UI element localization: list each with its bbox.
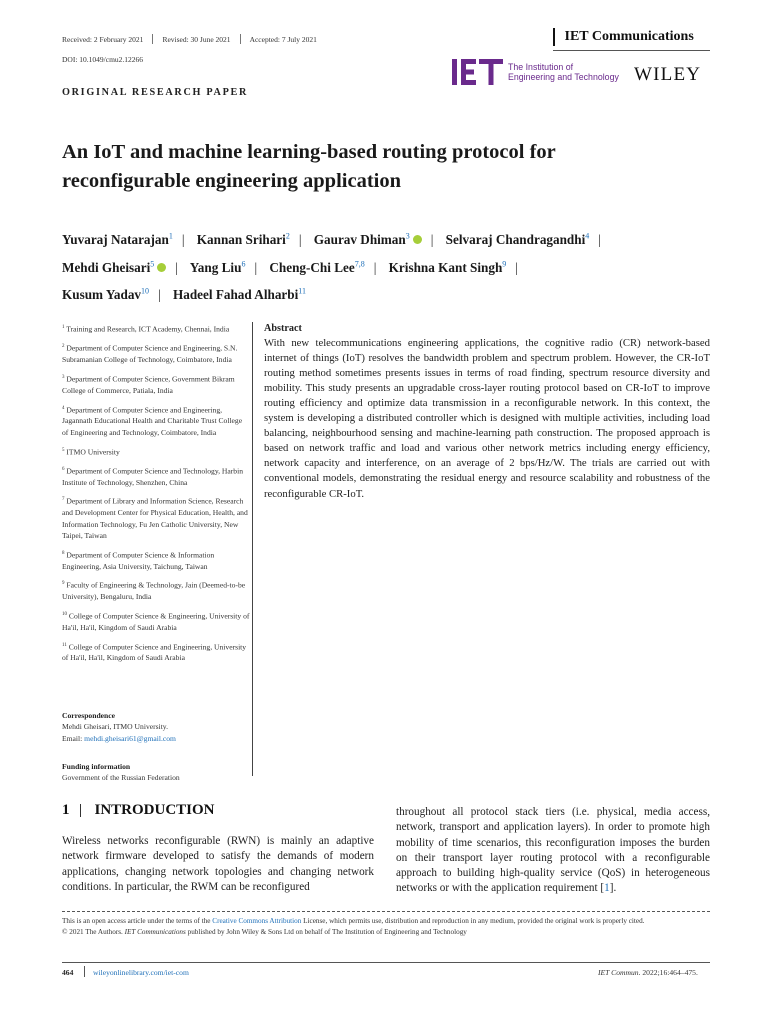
orcid-icon[interactable] (157, 263, 166, 272)
correspondence (62, 710, 250, 744)
journal-title: IET Communications (564, 29, 694, 44)
author-name[interactable]: Yang Liu$^6$ (189, 259, 246, 275)
author-name[interactable]: Kannan Srihari$^2$ (196, 232, 290, 248)
doi[interactable]: DOI: 10.1049/cmu2.12266 (62, 55, 144, 64)
author-name[interactable]: Mehdi Gheisari$^5$iD (62, 260, 166, 275)
column-divider (252, 322, 253, 776)
funding-text: Government of the Russian Federation (62, 773, 180, 783)
article-dates (62, 34, 317, 44)
license-note: This is an open access article under the terms of the Creative Commons Attribution License, which permits use, distribution and reproduction in any medium, provided the original work is properly cited. (62, 917, 645, 925)
page-number: 464 (62, 968, 74, 977)
author-name[interactable]: Yuvaraj Natarajan$^1$ (62, 232, 173, 248)
funding (62, 761, 250, 784)
orcid-icon[interactable] (413, 235, 422, 244)
iet-logo-icon (452, 58, 504, 86)
body-column-left: Wireless networks reconfigurable (RWN) is mainly an adaptive network firmware developed to satisfy the demands of modern applications, changing network topologies and changing network conditions. In particular, the RWM can be reconfigured (62, 835, 374, 893)
section-title: INTRODUCTION (94, 802, 215, 818)
affiliation: $^1$ Training and Research, ICT Academy, Chennai, India (62, 324, 230, 334)
reference-link[interactable]: 1 (604, 882, 610, 895)
affiliation: $^3$ Department of Computer Science, Government Bikram College of Commerce, Patiala, India (62, 374, 235, 395)
affiliations (62, 322, 250, 670)
wiley-logo[interactable]: WILEY (634, 64, 702, 85)
author-name[interactable]: Cheng-Chi Lee$^{7,8}$ (269, 259, 365, 275)
journal-bar (553, 28, 555, 46)
abstract-heading: Abstract (264, 323, 302, 334)
author-list: Yuvaraj Natarajan$^1$ | Kannan Srihari$^2$ | Gaurav Dhiman$^3$iD | Selvaraj Chandragandhi$^4$ | Mehdi Gheisari$^5$iD | Yang Liu$^6$ | Cheng-Chi Lee$^{7,8}$ | Krishna Kant Singh$^9$ | Kusum Yadav$^{10}$ | Hadeel Fahad Alharbi$^{11}$ (62, 225, 712, 307)
iet-line-1: The Institution of (508, 62, 574, 72)
paper-title: An IoT and machine learning-based routing protocol for reconfigurable engineering application (62, 141, 556, 192)
correspondence-email-line: Email: mehdi.gheisari61@gmail.com (62, 733, 176, 743)
body-column-right: throughout all protocol stack tiers (i.e. physical, media access, network, transport and application layers). In order to promote high mobility of time scenarios, this reconfiguration imposes the burden on their transport layer routing protocol with a reconfigurable approach to building high-quality service (QoS) in heterogeneous networks or with the application requirement [1]. (396, 806, 710, 895)
received-date: Received: 2 February 2021 (62, 34, 144, 44)
affiliation: $^4$ Department of Computer Science and Engineering, Jagannath Educational Health and Charitable Trust College of Engineering and Technology, Coimbatore, India (62, 405, 243, 437)
abstract (264, 321, 710, 502)
copyright-note: © 2021 The Authors. IET Communications published by John Wiley & Sons Ltd on behalf of The Institution of Engineering and Technology (62, 928, 467, 937)
affiliation: $^2$ Department of Computer Science and Engineering, S.N. Subramanian College of Technology, Coimbatore, India (62, 343, 238, 365)
iet-logo[interactable] (452, 58, 619, 86)
revised-date: Revised: 30 June 2021 (162, 34, 231, 44)
license-link[interactable]: Creative Commons Attribution (212, 917, 302, 925)
accepted-date: Accepted: 7 July 2021 (249, 34, 317, 44)
header-rule (553, 50, 710, 51)
date-divider (152, 34, 153, 44)
page-divider (84, 966, 85, 977)
affiliation: $^6$ Department of Computer Science and Technology, Harbin Institute of Technology, Shenzhen, China (62, 466, 244, 487)
iet-institution-name (508, 62, 619, 82)
affiliation: $^7$ Department of Library and Information Science, Research and Development Center for Physical Education, Health, and Information Technology, Fu Jen Catholic University, New Taipei, Taiwan (62, 496, 248, 540)
section-divider (80, 804, 81, 817)
section-number: 1 (62, 802, 70, 818)
citation: IET Commun. 2022;16:464–475. (598, 968, 698, 977)
author-name[interactable]: Krishna Kant Singh$^9$ (388, 259, 507, 275)
correspondence-name: Mehdi Gheisari, ITMO University. (62, 722, 169, 732)
iet-line-2: Engineering and Technology (508, 72, 619, 82)
email-link[interactable]: mehdi.gheisari61@gmail.com (84, 733, 176, 743)
author-name[interactable]: Kusum Yadav$^{10}$ (62, 286, 150, 303)
footnotes (62, 916, 712, 938)
journal-name[interactable] (553, 28, 694, 46)
author-name[interactable]: Gaurav Dhiman$^3$iD (314, 232, 422, 247)
affiliation: $^{10}$ College of Computer Science & Engineering, University of Ha'il, Ha'il, Kingdom of Saudi Arabia (62, 611, 250, 632)
affiliation: $^5$ ITMO University (62, 447, 120, 457)
abstract-text: With new telecommunications engineering applications, the cognitive radio (CR) network-based internet of things (IoT) resolves the bandwidth problem and spectrum problem. However, the CR-IoT routing method sometimes presents issues in terms of road finding, spectrum resource diversity and mobility. This study presents an upgradable cross-layer routing protocol based on CR-IoT to improve routing efficiency and optimize data transmission in a reconfigurable network. In this context, the system is developing a distributed controller which is designed with multiple activities, including load balancing, neighbourhood sensing and machine-learning path construction. The proposed approach is based on network traffic and load and various other network metrics including energy efficiency, network capacity and interference, on an average of 2 bps/Hz/W. The trials are carried out with conventional models, demonstrating the residual energy and resource scalability and robustness of the reconfigurable CR-IoT. (264, 337, 710, 500)
affiliation: $^9$ Faculty of Engineering & Technology, Jain (Deemed-to-be University), Bengaluru, India (62, 580, 246, 602)
funding-heading: Funding information (62, 762, 131, 771)
correspondence-heading: Correspondence (62, 711, 116, 720)
site-link[interactable]: wileyonlinelibrary.com/iet-com (93, 968, 189, 977)
affiliation: $^{11}$ College of Computer Science and Engineering, University of Ha'il, Ha'il, Kingdom of Saudi Arabia (62, 642, 247, 663)
date-divider (240, 34, 241, 44)
footnote-rule (62, 911, 710, 912)
footer-rule (62, 962, 710, 963)
article-type: ORIGINAL RESEARCH PAPER (62, 87, 249, 98)
affiliation: $^8$ Department of Computer Science & Information Engineering, Asia University, Taichung, Taiwan (62, 550, 215, 571)
author-name[interactable]: Selvaraj Chandragandhi$^4$ (445, 232, 590, 248)
author-name[interactable]: Hadeel Fahad Alharbi$^{11}$ (172, 286, 306, 303)
section-heading (62, 802, 215, 819)
